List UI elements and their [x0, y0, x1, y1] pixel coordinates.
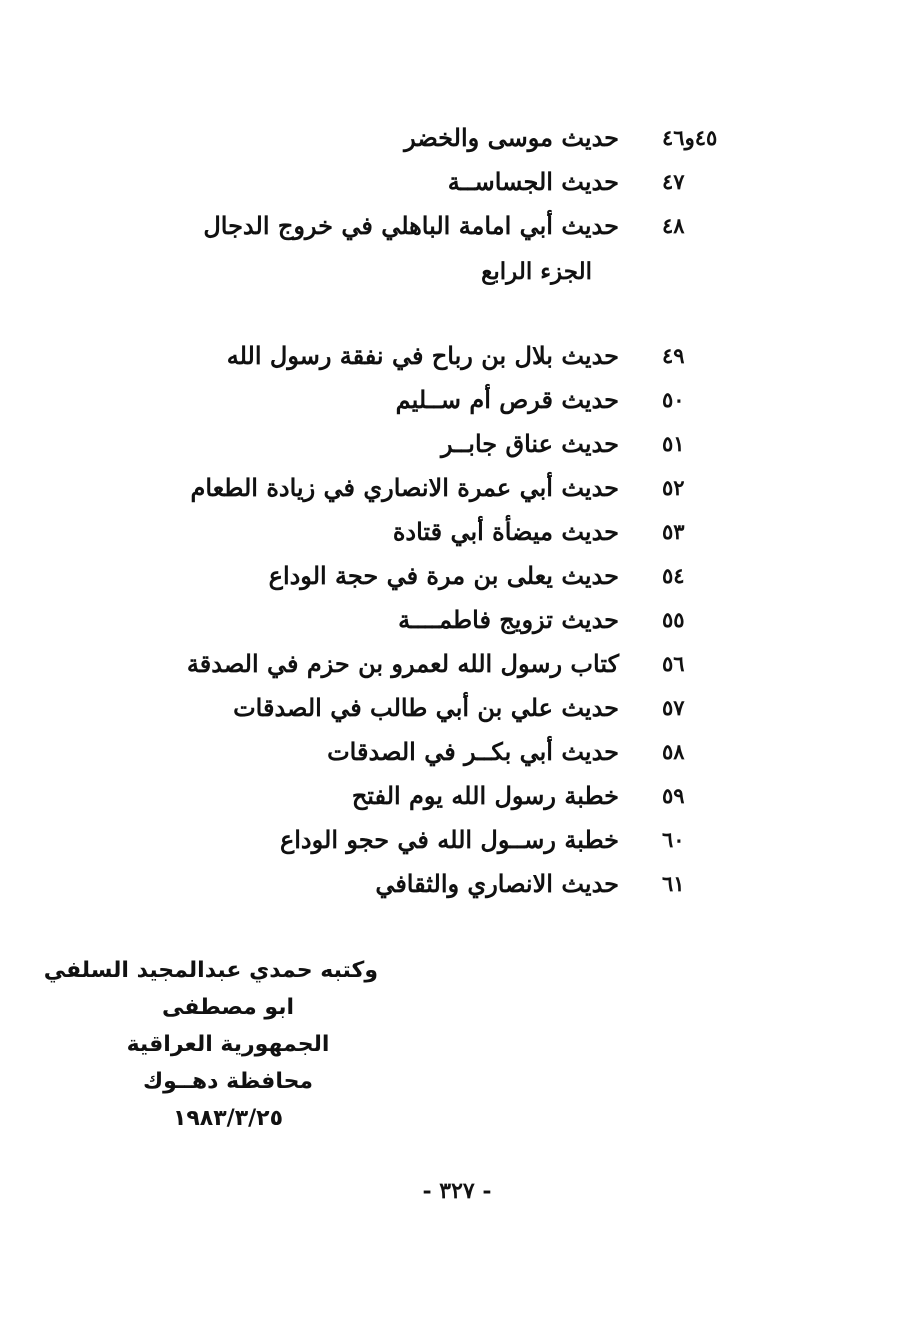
- toc-entry: [0, 688, 914, 732]
- toc-entry: [0, 644, 914, 688]
- toc-entry: [0, 556, 914, 600]
- entry-title: حديث أبي عمرة الانصاري في زيادة الطعام: [190, 473, 619, 502]
- signature-country-line: الجمهورية العراقية: [126, 1032, 330, 1057]
- entry-number: ٥٠: [662, 387, 685, 412]
- entry-title: خطبة رســول الله في حجو الوداع: [279, 825, 619, 854]
- toc-entry: [0, 380, 914, 424]
- toc-entry: [0, 336, 914, 380]
- entry-number: ٥٥: [662, 607, 685, 632]
- author-signature-block: [43, 952, 378, 1137]
- entry-title: حديث أبي امامة الباهلي في خروج الدجال: [203, 211, 619, 240]
- entry-title: كتاب رسول الله لعمرو بن حزم في الصدقة: [186, 649, 619, 678]
- entry-title: حديث علي بن أبي طالب في الصدقات: [233, 693, 619, 722]
- toc-entry: [0, 206, 914, 250]
- entry-title: حديث يعلى بن مرة في حجة الوداع: [268, 561, 619, 590]
- toc-entry: [0, 600, 914, 644]
- entry-title: حديث بلال بن رباح في نفقة رسول الله: [226, 341, 619, 370]
- signature-date-line: ١٩٨٣/٣/٢٥: [172, 1106, 284, 1131]
- entry-number: ٤٩: [662, 343, 685, 368]
- entry-title: حديث الجساســة: [447, 167, 619, 196]
- toc-entry: [0, 732, 914, 776]
- entry-title: حديث قرص أم ســليم: [395, 385, 619, 414]
- entry-number: ٥٩: [662, 783, 685, 808]
- entry-number: ٥٤: [662, 563, 685, 588]
- entry-number: ٥٣: [662, 519, 685, 544]
- entry-number: ٥٧: [662, 695, 685, 720]
- signature-governorate-line: محافظة دهــوك: [142, 1069, 314, 1094]
- toc-entry: [0, 776, 914, 820]
- table-of-contents: [0, 118, 914, 908]
- toc-entry: [0, 162, 914, 206]
- entry-number: ٥٨: [662, 739, 685, 764]
- part-heading-row: [0, 250, 914, 324]
- entry-title: حديث ميضأة أبي قتادة: [392, 517, 619, 546]
- entry-title: حديث أبي بكــر في الصدقات: [327, 737, 619, 766]
- toc-entry: [0, 118, 914, 162]
- entry-title: حديث تزويج فاطمــــة: [398, 605, 619, 634]
- toc-entry: [0, 424, 914, 468]
- toc-entry: [0, 820, 914, 864]
- entry-number: ٦٠: [662, 827, 685, 852]
- signature-author-line: وكتبه حمدي عبدالمجيد السلفي: [43, 958, 378, 983]
- entry-number: ٤٨: [662, 213, 685, 238]
- entry-title: حديث الانصاري والثقافي: [375, 869, 619, 898]
- entry-number: ٥٢: [662, 475, 685, 500]
- entry-number: ٥٦: [662, 651, 685, 676]
- entry-title: حديث عناق جابــر: [440, 429, 619, 458]
- entry-number: ٥١: [662, 431, 685, 456]
- toc-entry: [0, 468, 914, 512]
- page-number: - ٣٢٧ -: [422, 1178, 492, 1204]
- entry-title: خطبة رسول الله يوم الفتح: [351, 781, 619, 810]
- toc-entry: [0, 512, 914, 556]
- toc-entry: [0, 864, 914, 908]
- entry-number: ٤٥و٤٦: [662, 125, 718, 150]
- entry-title: حديث موسى والخضر: [404, 123, 619, 152]
- entry-number: ٦١: [662, 871, 685, 896]
- signature-kunya-line: ابو مصطفى: [161, 995, 295, 1020]
- entry-number: ٤٧: [662, 169, 685, 194]
- part-heading: الجزء الرابع: [481, 258, 592, 285]
